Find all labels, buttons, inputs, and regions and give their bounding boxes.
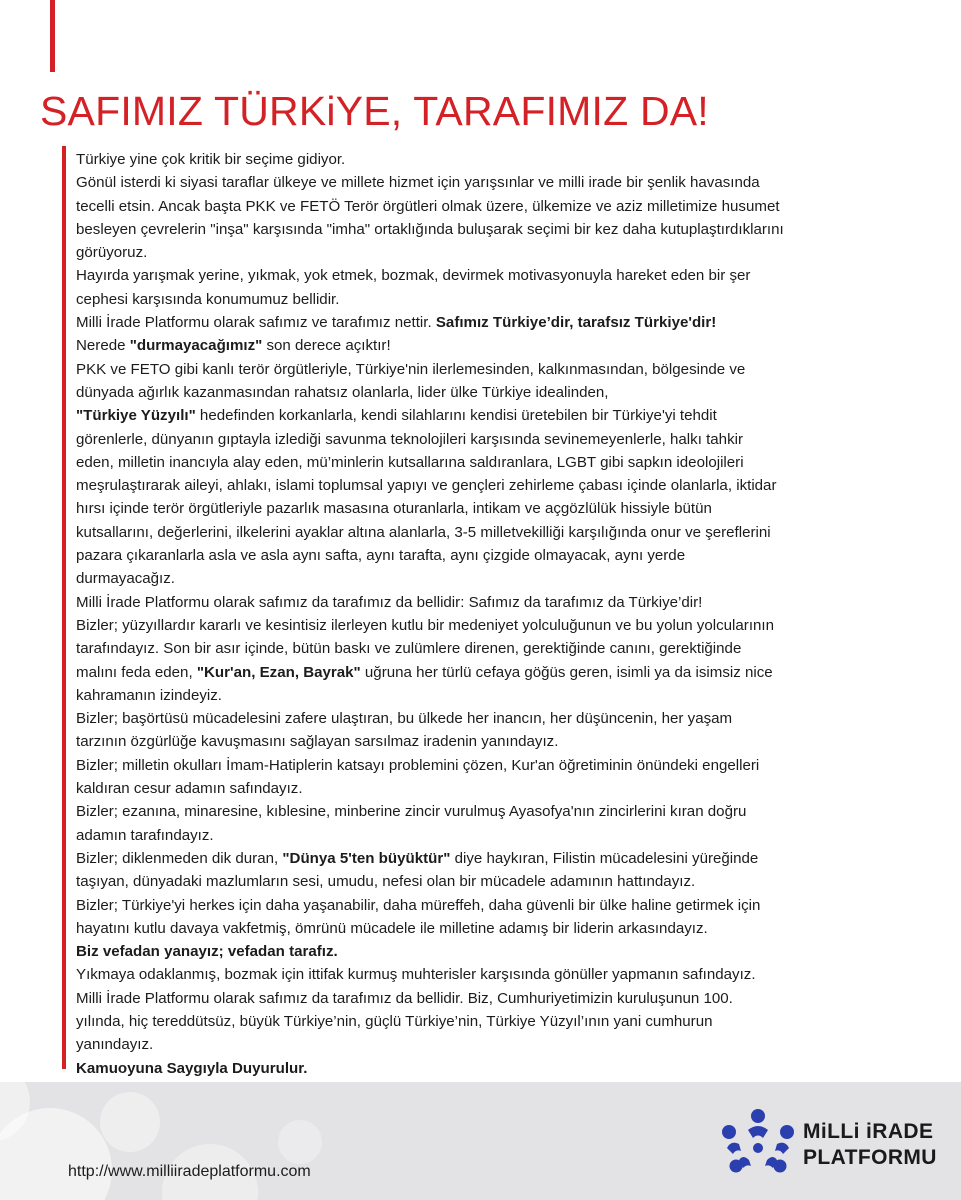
website-link[interactable]: http://www.milliiradeplatformu.com xyxy=(68,1163,311,1180)
body-line xyxy=(76,894,876,917)
body-line xyxy=(76,754,876,777)
text-run: dünyada ağırlık kazanmasından rahatsız olanlarla, lider ülke Türkiye idealinden, xyxy=(76,383,609,401)
text-run: pazara çıkaranlarla asla ve asla aynı safta, aynı tarafta, aynı çizgide olmayacak, aynı yerde xyxy=(76,547,686,565)
body-line xyxy=(76,614,876,637)
text-run: PKK ve FETO gibi kanlı terör örgütleriyle, Türkiye'nin ilerlemesinden, kalkınmasından, bölgesinde ve xyxy=(76,360,746,378)
text-run: Nerede xyxy=(76,337,130,355)
text-run: Gönül isterdi ki siyasi taraflar ülkeye ve millete hizmet için yarışsınlar ve milli irade bir şenlik havasında xyxy=(76,174,760,192)
headline: SAFIMIZ TÜRKiYE, TARAFIMIZ DA! xyxy=(40,88,709,134)
text-run: tarzının özgürlüğe kavuşmasını sağlayan sarsılmaz iradenin yanındayız. xyxy=(76,733,559,751)
body-line xyxy=(76,730,876,753)
body-line xyxy=(76,311,876,334)
text-run: diye haykıran, Filistin mücadelesini yüreğinde xyxy=(450,849,759,867)
text-run: durmayacağız. xyxy=(76,570,175,588)
body-line xyxy=(76,1010,876,1033)
text-run: kaldıran cesur adamın safındayız. xyxy=(76,780,303,798)
text-run: Milli İrade Platformu olarak safımız ve tarafımız nettir. xyxy=(76,314,436,332)
body-line xyxy=(76,451,876,474)
body-line xyxy=(76,544,876,567)
bold-phrase: "Dünya 5'ten büyüktür" xyxy=(282,849,451,867)
text-run: Türkiye yine çok kritik bir seçime gidiyor. xyxy=(76,151,346,168)
body-line xyxy=(76,264,876,287)
body-line xyxy=(76,800,876,823)
text-run: yanındayız. xyxy=(76,1036,154,1054)
statement-body xyxy=(76,148,876,1080)
body-line xyxy=(76,288,876,311)
body-line xyxy=(76,987,876,1010)
body-line xyxy=(76,684,876,707)
text-run: Yıkmaya odaklanmış, bozmak için ittifak kurmuş muhterisler karşısında gönüller yapmanın safındayız. xyxy=(76,966,756,984)
body-line xyxy=(76,940,876,963)
body-line xyxy=(76,870,876,893)
text-run: eden, milletin inancıyla alay eden, mü’minlerin kutsallarına saldıranlara, LGBT gibi sapkın ideolojileri xyxy=(76,453,744,471)
body-line xyxy=(76,218,876,241)
text-run: meşrulaştırarak aileyi, ahlakı, islami toplumsal yapıyı ve gençleri zehirleme çabası içinde olanlarla, iktidar xyxy=(76,477,777,495)
body-line xyxy=(76,917,876,940)
body-line xyxy=(76,567,876,590)
bold-phrase: "Kur'an, Ezan, Bayrak" xyxy=(196,663,361,681)
text-run: hedefinden korkanlarla, kendi silahlarını kendisi üretebilen bir Türkiye'yi tehdit xyxy=(195,407,717,425)
text-run: yılında, hiç tereddütsüz, büyük Türkiye’nin, güçlü Türkiye’nin, Türkiye Yüzyıl’ının yani cumhurun xyxy=(76,1012,713,1030)
body-line xyxy=(76,521,876,544)
text-run: Milli İrade Platformu olarak safımız da tarafımız da bellidir. Biz, Cumhuriyetimizin kuruluşunun 100. xyxy=(76,989,733,1007)
footer-decoration xyxy=(0,1082,600,1200)
text-run: Bizler; ezanına, minaresine, kıblesine, minberine zincir vurulmuş Ayasofya'nın zincirlerini kıran doğru xyxy=(76,803,747,821)
body-line xyxy=(76,358,876,381)
text-run: hayatını kutlu davaya vakfetmiş, ömrünü mücadele ile milletine adamış bir liderin arkasındayız. xyxy=(76,919,708,937)
body-line xyxy=(76,824,876,847)
side-accent-rule xyxy=(62,146,66,1069)
body-line xyxy=(76,497,876,520)
text-run: Bizler; Türkiye'yi herkes için daha yaşanabilir, daha müreffeh, daha güvenli bir ülke haline getirmek için xyxy=(76,896,761,914)
text-run: hırsı içinde terör örgütleriyle pazarlık masasına oturanlarla, intikam ve açgözlülük hissiyle bütün xyxy=(76,500,712,518)
text-run: malını feda eden, xyxy=(76,663,197,681)
text-run: tecelli etsin. Ancak başta PKK ve FETÖ Terör örgütleri olmak üzere, ülkemize ve aziz milletimize husumet xyxy=(76,197,780,215)
text-run: görenlerle, dünyanın gıptayla izlediği savunma teknolojileri karşısında sevinemeyenlerle, halkı tahkir xyxy=(76,430,743,448)
body-line xyxy=(76,241,876,264)
text-run: Bizler; başörtüsü mücadelesini zafere ulaştıran, bu ülkede her inancın, her düşüncenin, her yaşam xyxy=(76,710,733,728)
body-line xyxy=(76,148,876,171)
body-line xyxy=(76,591,876,614)
text-run: besleyen çevrelerin "inşa" karşısında "imha" ortaklığında buluşarak seçimi bir kez daha kutuplaştırdıklarını xyxy=(76,220,784,238)
text-run: kahramanın izindeyiz. xyxy=(76,686,222,704)
bold-phrase: Biz vefadan yanayız; vefadan tarafız. xyxy=(76,943,338,961)
text-run: Bizler; milletin okulları İmam-Hatiplerin katsayı problemini çözen, Kur'an öğretiminin önündeki engelleri xyxy=(76,756,760,774)
text-run: son derece açıktır! xyxy=(262,337,391,355)
body-line xyxy=(76,847,876,870)
text-run: tarafındayız. Son bir asır içinde, bütün baskı ve zulümlere direnen, gerektiğinde canını, gerektiğinde xyxy=(76,640,742,658)
text-run: Milli İrade Platformu olarak safımız da tarafımız da bellidir: Safımız da tarafımız da Türkiye’dir! xyxy=(76,593,703,611)
body-line xyxy=(76,404,876,427)
body-line xyxy=(76,1057,876,1080)
logo-line-1: MiLLi iRADE xyxy=(803,1120,934,1143)
body-line xyxy=(76,963,876,986)
body-line xyxy=(76,474,876,497)
text-run: Bizler; yüzyıllardır kararlı ve kesintisiz ilerleyen kutlu bir medeniyet yolculuğunun ve bu yolun yolcularının xyxy=(76,616,774,634)
bold-phrase: "Türkiye Yüzyılı" xyxy=(76,407,196,425)
bold-phrase: "durmayacağımız" xyxy=(129,337,263,355)
bold-phrase: Kamuoyuna Saygıyla Duyurulur. xyxy=(76,1059,308,1077)
body-line xyxy=(76,637,876,660)
top-accent-rule xyxy=(50,0,55,72)
text-run: taşıyan, dünyadaki mazlumların sesi, umudu, nefesi olan bir mücadele adamının hattındayız. xyxy=(76,873,696,891)
people-circle-icon xyxy=(717,1108,799,1178)
body-line xyxy=(76,171,876,194)
text-run: uğruna her türlü cefaya göğüs geren, isimli ya da isimsiz nice xyxy=(360,663,773,681)
body-line xyxy=(76,334,876,357)
body-line xyxy=(76,195,876,218)
logo-line-2: PLATFORMU xyxy=(803,1146,937,1169)
text-run: cephesi karşısında konumumuz bellidir. xyxy=(76,290,340,308)
text-run: Bizler; diklenmeden dik duran, xyxy=(76,849,283,867)
logo-wordmark xyxy=(803,1119,937,1171)
bold-phrase: Safımız Türkiye’dir, tarafsız Türkiye'dir! xyxy=(435,314,717,332)
text-run: görüyoruz. xyxy=(76,244,148,262)
text-run: kutsallarını, değerlerini, ilkelerini ayaklar altına alanlarla, 3-5 milletvekilliği karşılığında onur ve şereflerini xyxy=(76,523,771,541)
body-line xyxy=(76,661,876,684)
text-run: adamın tarafındayız. xyxy=(76,826,214,844)
body-line xyxy=(76,428,876,451)
text-run: Hayırda yarışmak yerine, yıkmak, yok etmek, bozmak, devirmek motivasyonuyla hareket eden bir şer xyxy=(76,267,751,285)
body-line xyxy=(76,381,876,404)
body-line xyxy=(76,1033,876,1056)
body-line xyxy=(76,707,876,730)
body-line xyxy=(76,777,876,800)
